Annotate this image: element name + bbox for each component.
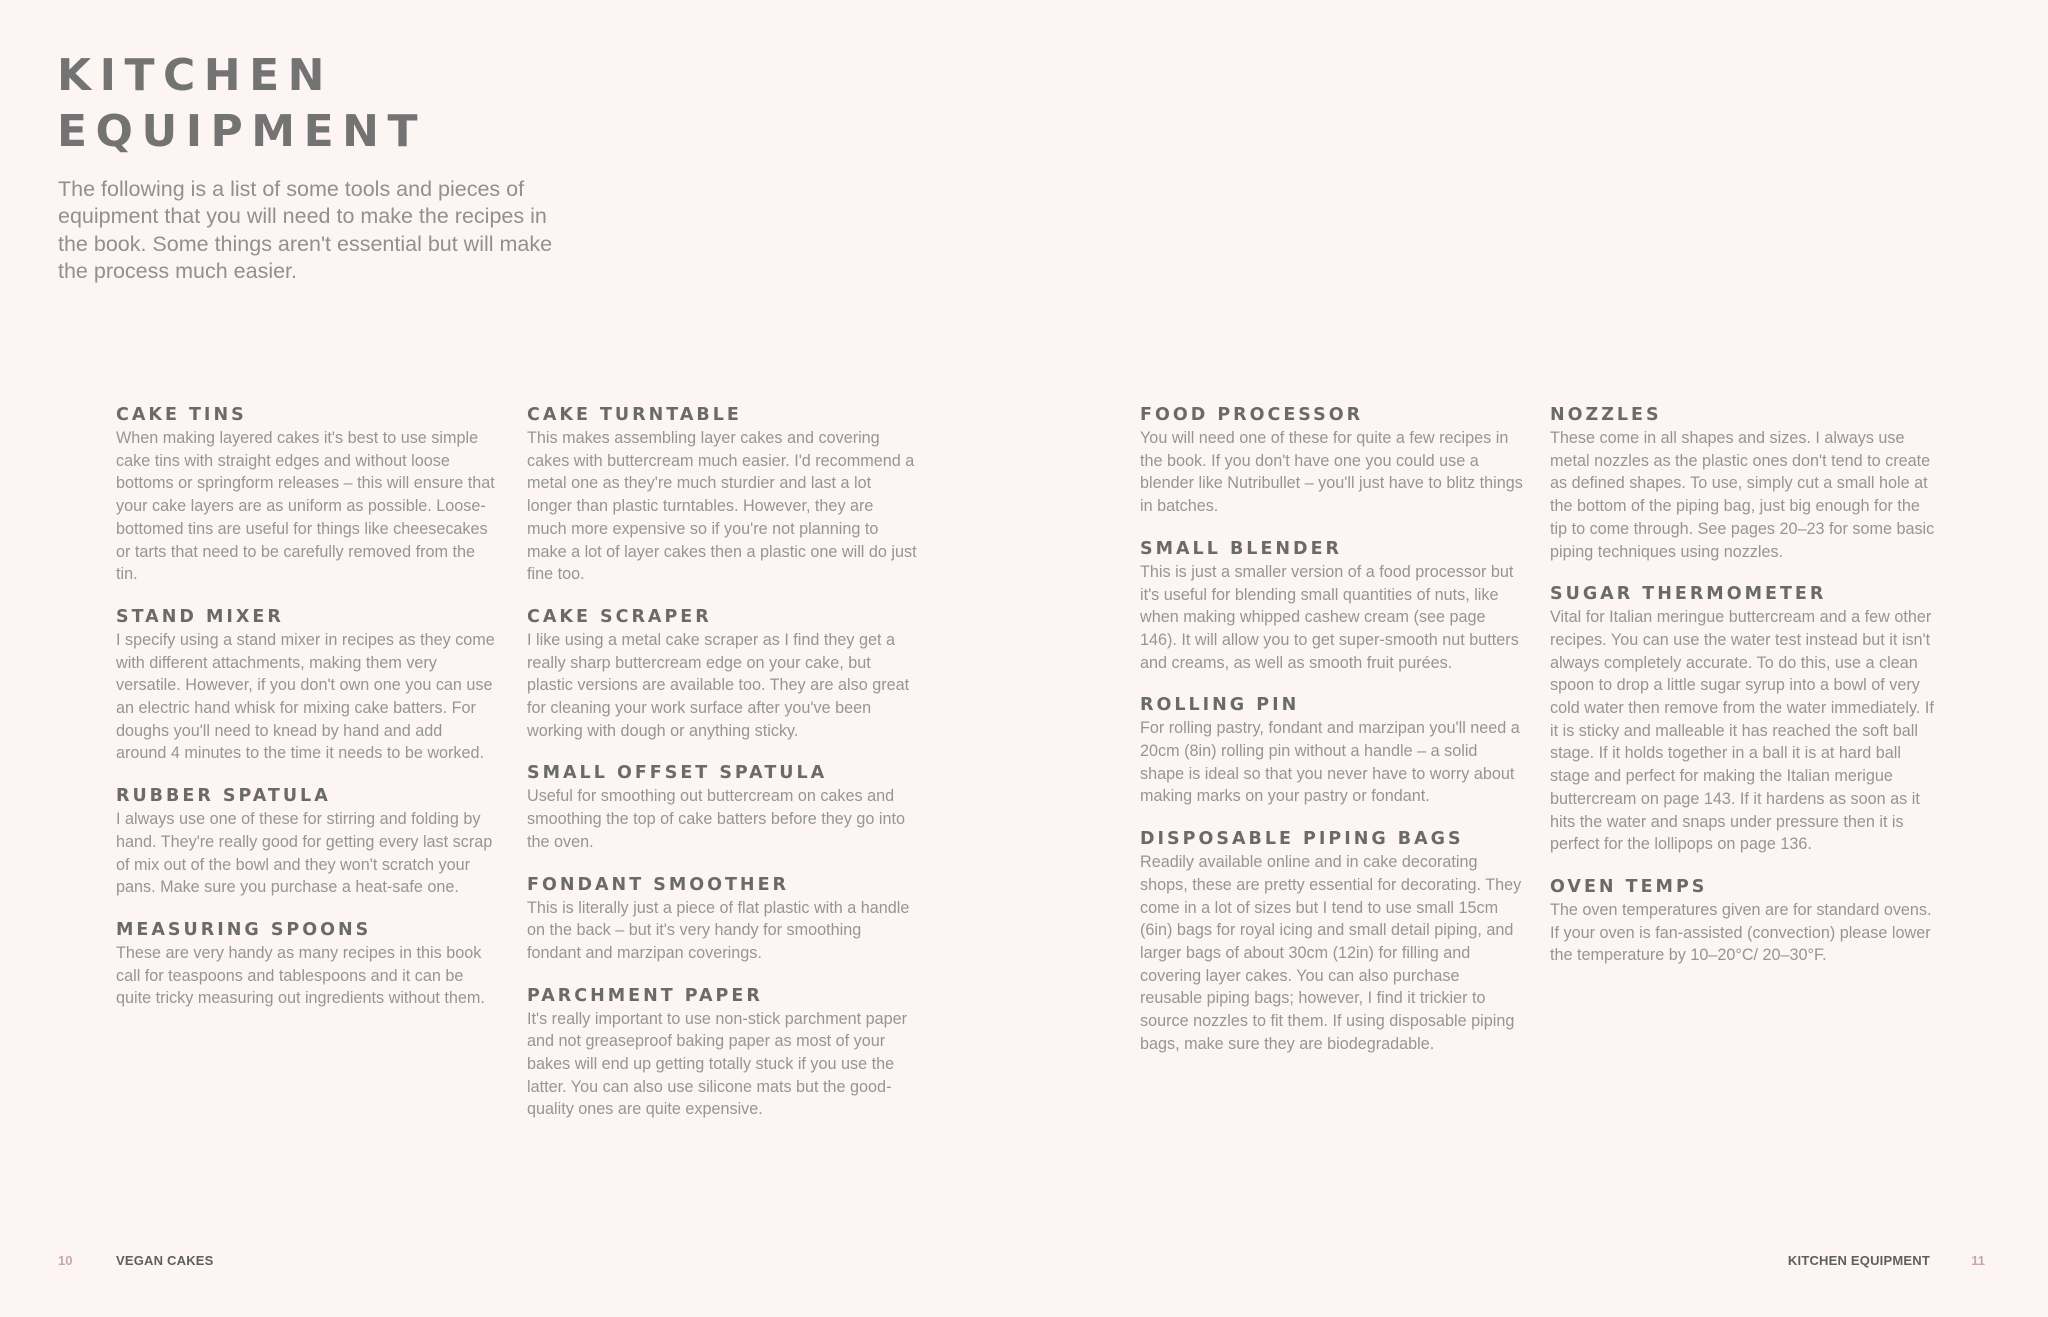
- right-running-title: KITCHEN EQUIPMENT: [1787, 1253, 1930, 1268]
- section-heading: SMALL OFFSET SPATULA: [527, 763, 828, 784]
- section-cake-scraper: [527, 606, 917, 743]
- section-body: Readily available online and in cake decorating shops, these are pretty essential for decorating. They come in a lot of sizes but I tend to use small 15cm (6in) bags for royal icing and small detail piping, and larger bags of about 30cm (12in) for filling and covering layer cakes. You can also purchase reusable piping bags; however, I find it trickier to source nozzles to fit them. If using disposable piping bags, make sure they are biodegradable.: [1140, 853, 1522, 1053]
- section-body: These come in all shapes and sizes. I always use metal nozzles as the plastic ones don't tend to create as defined shapes. To use, simply cut a small hole at the bottom of the piping bag, just big enough for the tip to come through. See pages 20–23 for some basic piping techniques using nozzles.: [1550, 429, 1935, 561]
- section-body: It's really important to use non-stick parchment paper and not greaseproof baking paper as most of your bakes will end up getting totally stuck if you use the latter. You can also use silicone mats but the good-quality ones are quite expensive.: [527, 1009, 908, 1119]
- section-parchment-paper: [527, 985, 917, 1122]
- section-rubber-spatula: [116, 785, 496, 899]
- section-heading: SMALL BLENDER: [1140, 538, 1343, 559]
- column-3: [1140, 404, 1525, 1075]
- section-heading: SUGAR THERMOMETER: [1550, 584, 1827, 605]
- section-heading: DISPOSABLE PIPING BAGS: [1140, 829, 1464, 850]
- section-body: This is just a smaller version of a food processor but it's useful for blending small quantities of nuts, like when making whipped cashew cream (see page 146). It will allow you to get super-smooth nut butters and creams, as well as smooth fruit purées.: [1140, 562, 1519, 672]
- title-line-1: KITCHEN: [57, 50, 333, 101]
- section-heading: PARCHMENT PAPER: [527, 985, 763, 1006]
- section-heading: FONDANT SMOOTHER: [527, 874, 790, 895]
- section-body: You will need one of these for quite a few recipes in the book. If you don't have one you could use a blender like Nutribullet – you'll just have to blitz things in batches.: [1140, 429, 1523, 516]
- section-heading: CAKE TURNTABLE: [527, 405, 742, 425]
- section-fondant-smoother: [527, 874, 917, 965]
- section-body: These are very handy as many recipes in this book call for teaspoons and tablespoons and it can be quite tricky measuring out ingredients without them.: [116, 943, 485, 1008]
- section-cake-tins: [116, 404, 496, 586]
- section-heading: FOOD PROCESSOR: [1140, 405, 1364, 425]
- section-food-processor: [1140, 404, 1525, 518]
- section-heading: CAKE TINS: [116, 405, 247, 425]
- section-nozzles: [1550, 404, 1940, 563]
- title-line-2: EQUIPMENT: [57, 106, 426, 157]
- section-small-blender: [1140, 538, 1525, 675]
- section-rolling-pin: [1140, 694, 1525, 808]
- section-body: Useful for smoothing out buttercream on cakes and smoothing the top of cake batters before they go into the oven.: [527, 787, 905, 851]
- section-heading: MEASURING SPOONS: [116, 919, 372, 940]
- section-body: For rolling pastry, fondant and marzipan you'll need a 20cm (8in) rolling pin without a handle – a solid shape is ideal so that you never have to worry about making marks on your pastry or fondant.: [1140, 719, 1520, 806]
- section-heading: ROLLING PIN: [1140, 695, 1300, 716]
- column-1: [116, 404, 496, 1030]
- section-cake-turntable: [527, 404, 917, 586]
- column-2: [527, 404, 917, 1141]
- section-heading: RUBBER SPATULA: [116, 786, 331, 807]
- section-body: When making layered cakes it's best to use simple cake tins with straight edges and without loose bottoms or springform releases – this will ensure that your cake layers are as uniform as possible. Loose-bottomed tins are useful for things like cheesecakes or tarts that need to be carefully removed from the tin.: [116, 429, 495, 584]
- column-4: [1550, 404, 1940, 987]
- section-body: This is literally just a piece of flat plastic with a handle on the back – but it's very handy for smoothing fondant and marzipan coverings.: [527, 898, 910, 962]
- page-title: [57, 48, 426, 160]
- section-heading: NOZZLES: [1550, 405, 1662, 425]
- section-body: I always use one of these for stirring and folding by hand. They're really good for getting every last scrap of mix out of the bowl and they won't scratch your pans. Make sure you purchase a heat-safe one.: [116, 810, 493, 897]
- section-stand-mixer: [116, 606, 496, 765]
- section-oven-temps: [1550, 876, 1940, 967]
- section-heading: CAKE SCRAPER: [527, 606, 712, 627]
- section-sugar-thermometer: [1550, 583, 1940, 856]
- section-measuring-spoons: [116, 919, 496, 1010]
- section-disposable-piping-bags: [1140, 828, 1525, 1055]
- section-body: I specify using a stand mixer in recipes as they come with different attachments, making them very versatile. However, if you don't own one you can use an electric hand whisk for mixing cake batters. For doughs you'll need to knead by hand and add around 4 minutes to the time it needs to be worked.: [116, 630, 495, 763]
- section-small-offset-spatula: [527, 762, 917, 853]
- section-body: I like using a metal cake scraper as I find they get a really sharp buttercream edge on your cake, but plastic versions are available too. They are also great for cleaning your work surface after you've been working with dough or anything sticky.: [527, 630, 910, 740]
- left-page-number: 10: [58, 1253, 73, 1268]
- section-heading: OVEN TEMPS: [1550, 876, 1708, 897]
- intro-paragraph: The following is a list of some tools and pieces of equipment that you will need to make the recipes in the book. Some things aren't essential but will make the process much easier.: [58, 177, 553, 283]
- section-heading: STAND MIXER: [116, 606, 284, 627]
- section-body: The oven temperatures given are for standard ovens. If your oven is fan-assisted (convection) please lower the temperature by 10–20°C/ 20–30°F.: [1550, 900, 1932, 965]
- left-running-title: VEGAN CAKES: [116, 1253, 214, 1268]
- section-body: This makes assembling layer cakes and covering cakes with buttercream much easier. I'd recommend a metal one as they're much sturdier and last a lot longer than plastic turntables. However, they are much more expensive so if you're not planning to make a lot of layer cakes then a plastic one will do just fine too.: [527, 429, 917, 584]
- section-body: Vital for Italian meringue buttercream and a few other recipes. You can use the water test instead but it isn't always completely accurate. To do this, use a clean spoon to drop a little sugar syrup into a bowl of very cold water then remove from the water immediately. If it is sticky and malleable it has reached the soft ball stage. If it holds together in a ball it is at hard ball stage and perfect for making the Italian merigue buttercream on page 143. If it hardens as soon as it hits the water and snaps under pressure then it is perfect for the lollipops on page 136.: [1550, 608, 1934, 854]
- right-page-number: 11: [1971, 1253, 1985, 1268]
